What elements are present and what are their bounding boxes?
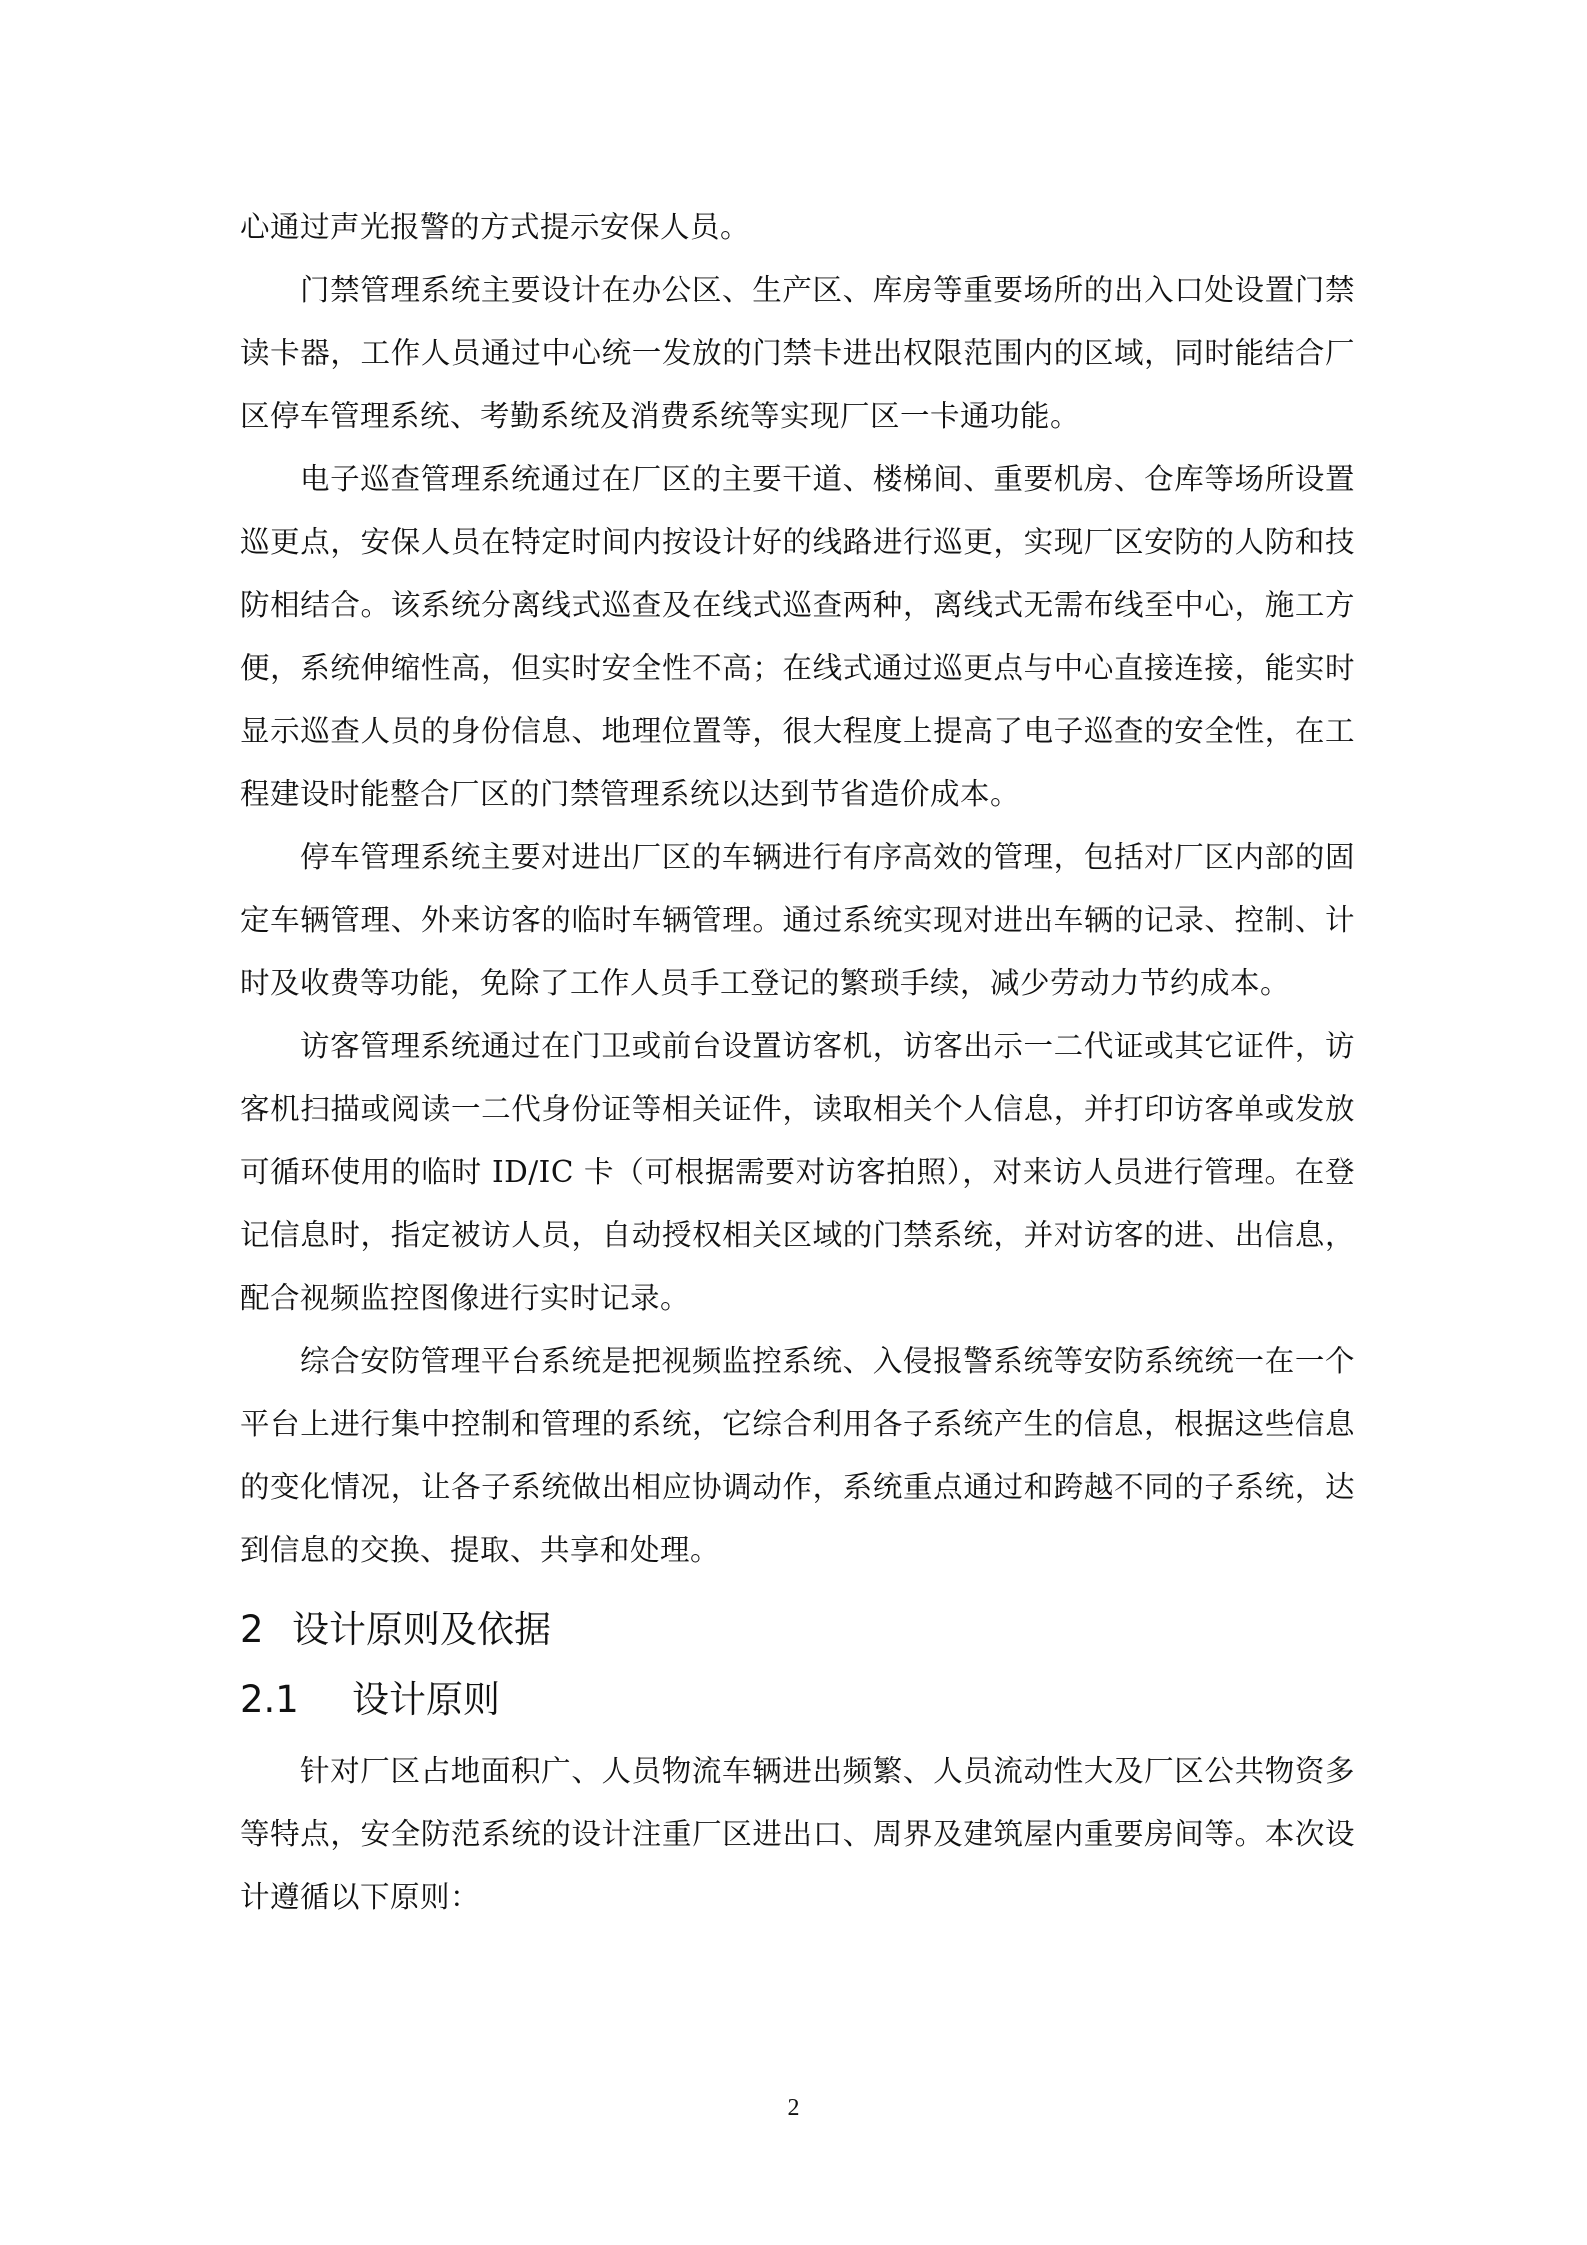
- page-number: 2: [787, 2095, 800, 2121]
- paragraph-parking-system: 停车管理系统主要对进出厂区的车辆进行有序高效的管理，包括对厂区内部的固定车辆管理、外来访客的临时车辆管理。通过系统实现对进出车辆的记录、控制、计时及收费等功能，免除了工作人员手工登记的繁琐手续，减少劳动力节约成本。: [240, 840, 1355, 1000]
- subsection-heading-2-1: [240, 1670, 1355, 1730]
- paragraph-patrol-system: 电子巡查管理系统通过在厂区的主要干道、楼梯间、重要机房、仓库等场所设置巡更点，安保人员在特定时间内按设计好的线路进行巡更，实现厂区安防的人防和技防相结合。该系统分离线式巡查及在线式巡查两种，离线式无需布线至中心，施工方便，系统伸缩性高，但实时安全性不高；在线式通过巡更点与中心直接连接，能实时显示巡查人员的身份信息、地理位置等，很大程度上提高了电子巡查的安全性，在工程建设时能整合厂区的门禁管理系统以达到节省造价成本。: [240, 462, 1355, 811]
- section-heading-2: [240, 1600, 1355, 1660]
- paragraph-visitor-system: 访客管理系统通过在门卫或前台设置访客机，访客出示一二代证或其它证件，访客机扫描或阅读一二代身份证等相关证件，读取相关个人信息，并打印访客单或发放可循环使用的临时 ID/IC 卡（可根据需要对访客拍照），对来访人员进行管理。在登记信息时，指定被访人员，自动授权相关区域的门禁系统，并对访客的进、出信息，配合视频监控图像进行实时记录。: [240, 1029, 1355, 1315]
- paragraph-alarm-continuation: 心通过声光报警的方式提示安保人员。: [240, 210, 751, 244]
- subsection-title: 设计原则: [352, 1678, 500, 1721]
- page-content: [240, 196, 1355, 1929]
- section-number: 2: [240, 1608, 264, 1651]
- subsection-number: 2.1: [240, 1678, 299, 1721]
- paragraph-design-principles-intro: 针对厂区占地面积广、人员物流车辆进出频繁、人员流动性大及厂区公共物资多等特点，安全防范系统的设计注重厂区进出口、周界及建筑屋内重要房间等。本次设计遵循以下原则：: [240, 1754, 1355, 1914]
- paragraph-security-platform: 综合安防管理平台系统是把视频监控系统、入侵报警系统等安防系统统一在一个平台上进行集中控制和管理的系统，它综合利用各子系统产生的信息，根据这些信息的变化情况，让各子系统做出相应协调动作，系统重点通过和跨越不同的子系统，达到信息的交换、提取、共享和处理。: [240, 1344, 1355, 1567]
- paragraph-access-control: 门禁管理系统主要设计在办公区、生产区、库房等重要场所的出入口处设置门禁读卡器，工作人员通过中心统一发放的门禁卡进出权限范围内的区域，同时能结合厂区停车管理系统、考勤系统及消费系统等实现厂区一卡通功能。: [240, 273, 1355, 433]
- section-title: 设计原则及依据: [292, 1608, 551, 1651]
